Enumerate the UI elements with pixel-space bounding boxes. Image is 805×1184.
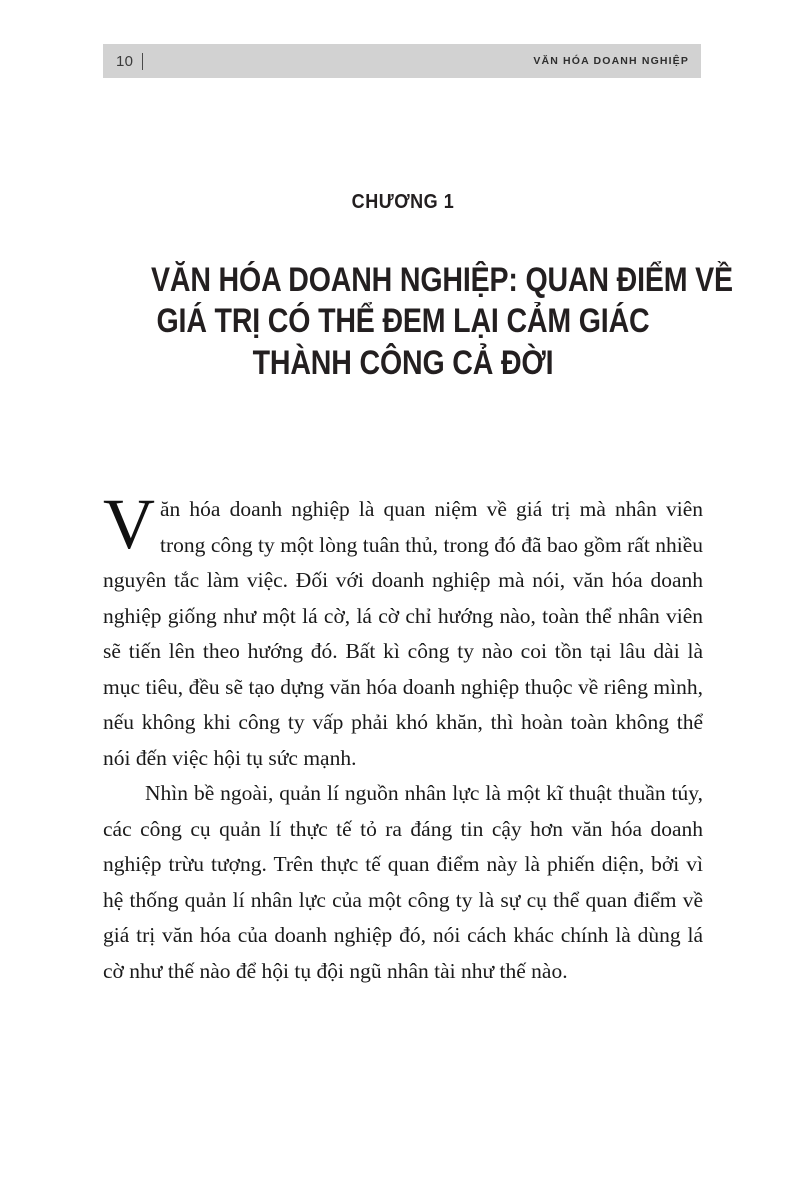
chapter-title <box>103 212 733 384</box>
body-paragraph: Văn hóa doanh nghiệp là quan niệm về giá trị mà nhân viên trong công ty một lòng tuân thủ, trong đó đã bao gồm rất nhiều nguyên tắc làm việc. Đối với doanh nghiệp mà nói, văn hóa doanh nghiệp giống như một lá cờ, lá cờ chỉ hướng nào, toàn thể nhân viên sẽ tiến lên theo hướng đó. Bất kì công ty nào coi tồn tại lâu dài là mục tiêu, đều sẽ tạo dựng văn hóa doanh nghiệp thuộc về riêng mình, nếu không khi công ty vấp phải khó khăn, thì hoàn toàn không thể nói đến việc hội tụ sức mạnh. <box>103 484 703 770</box>
chapter-title-line-2: GIÁ TRỊ CÓ THỂ ĐEM LẠI CẢM GIÁC <box>156 302 650 341</box>
chapter-title-line-1: VĂN HÓA DOANH NGHIỆP: QUAN ĐIỂM VỀ <box>151 261 733 299</box>
body-paragraph: Nhìn bề ngoài, quản lí nguồn nhân lực là một kĩ thuật thuần túy, các công cụ quản lí thực tế tỏ ra đáng tin cậy hơn văn hóa doanh nghiệp trừu tượng. Trên thực tế quan điểm này là phiến diện, bởi vì hệ thống quản lí nhân lực của một công ty là sự cụ thể quan điểm về giá trị văn hóa của doanh nghiệp đó, nói cách khác chính là dùng lá cờ như thế nào để hội tụ đội ngũ nhân tài như thế nào. <box>103 781 703 983</box>
page-number: 10 <box>116 52 134 70</box>
body-text <box>103 484 703 989</box>
running-header-book-title: VĂN HÓA DOANH NGHIỆP <box>533 54 689 67</box>
chapter-title-line-3: THÀNH CÔNG CẢ ĐỜI <box>252 343 554 382</box>
header-separator-rule <box>142 53 143 70</box>
running-header <box>103 44 701 78</box>
chapter-number-label: CHƯƠNG 1 <box>351 191 455 213</box>
chapter-heading-block <box>103 191 733 384</box>
running-header-left <box>116 53 143 70</box>
